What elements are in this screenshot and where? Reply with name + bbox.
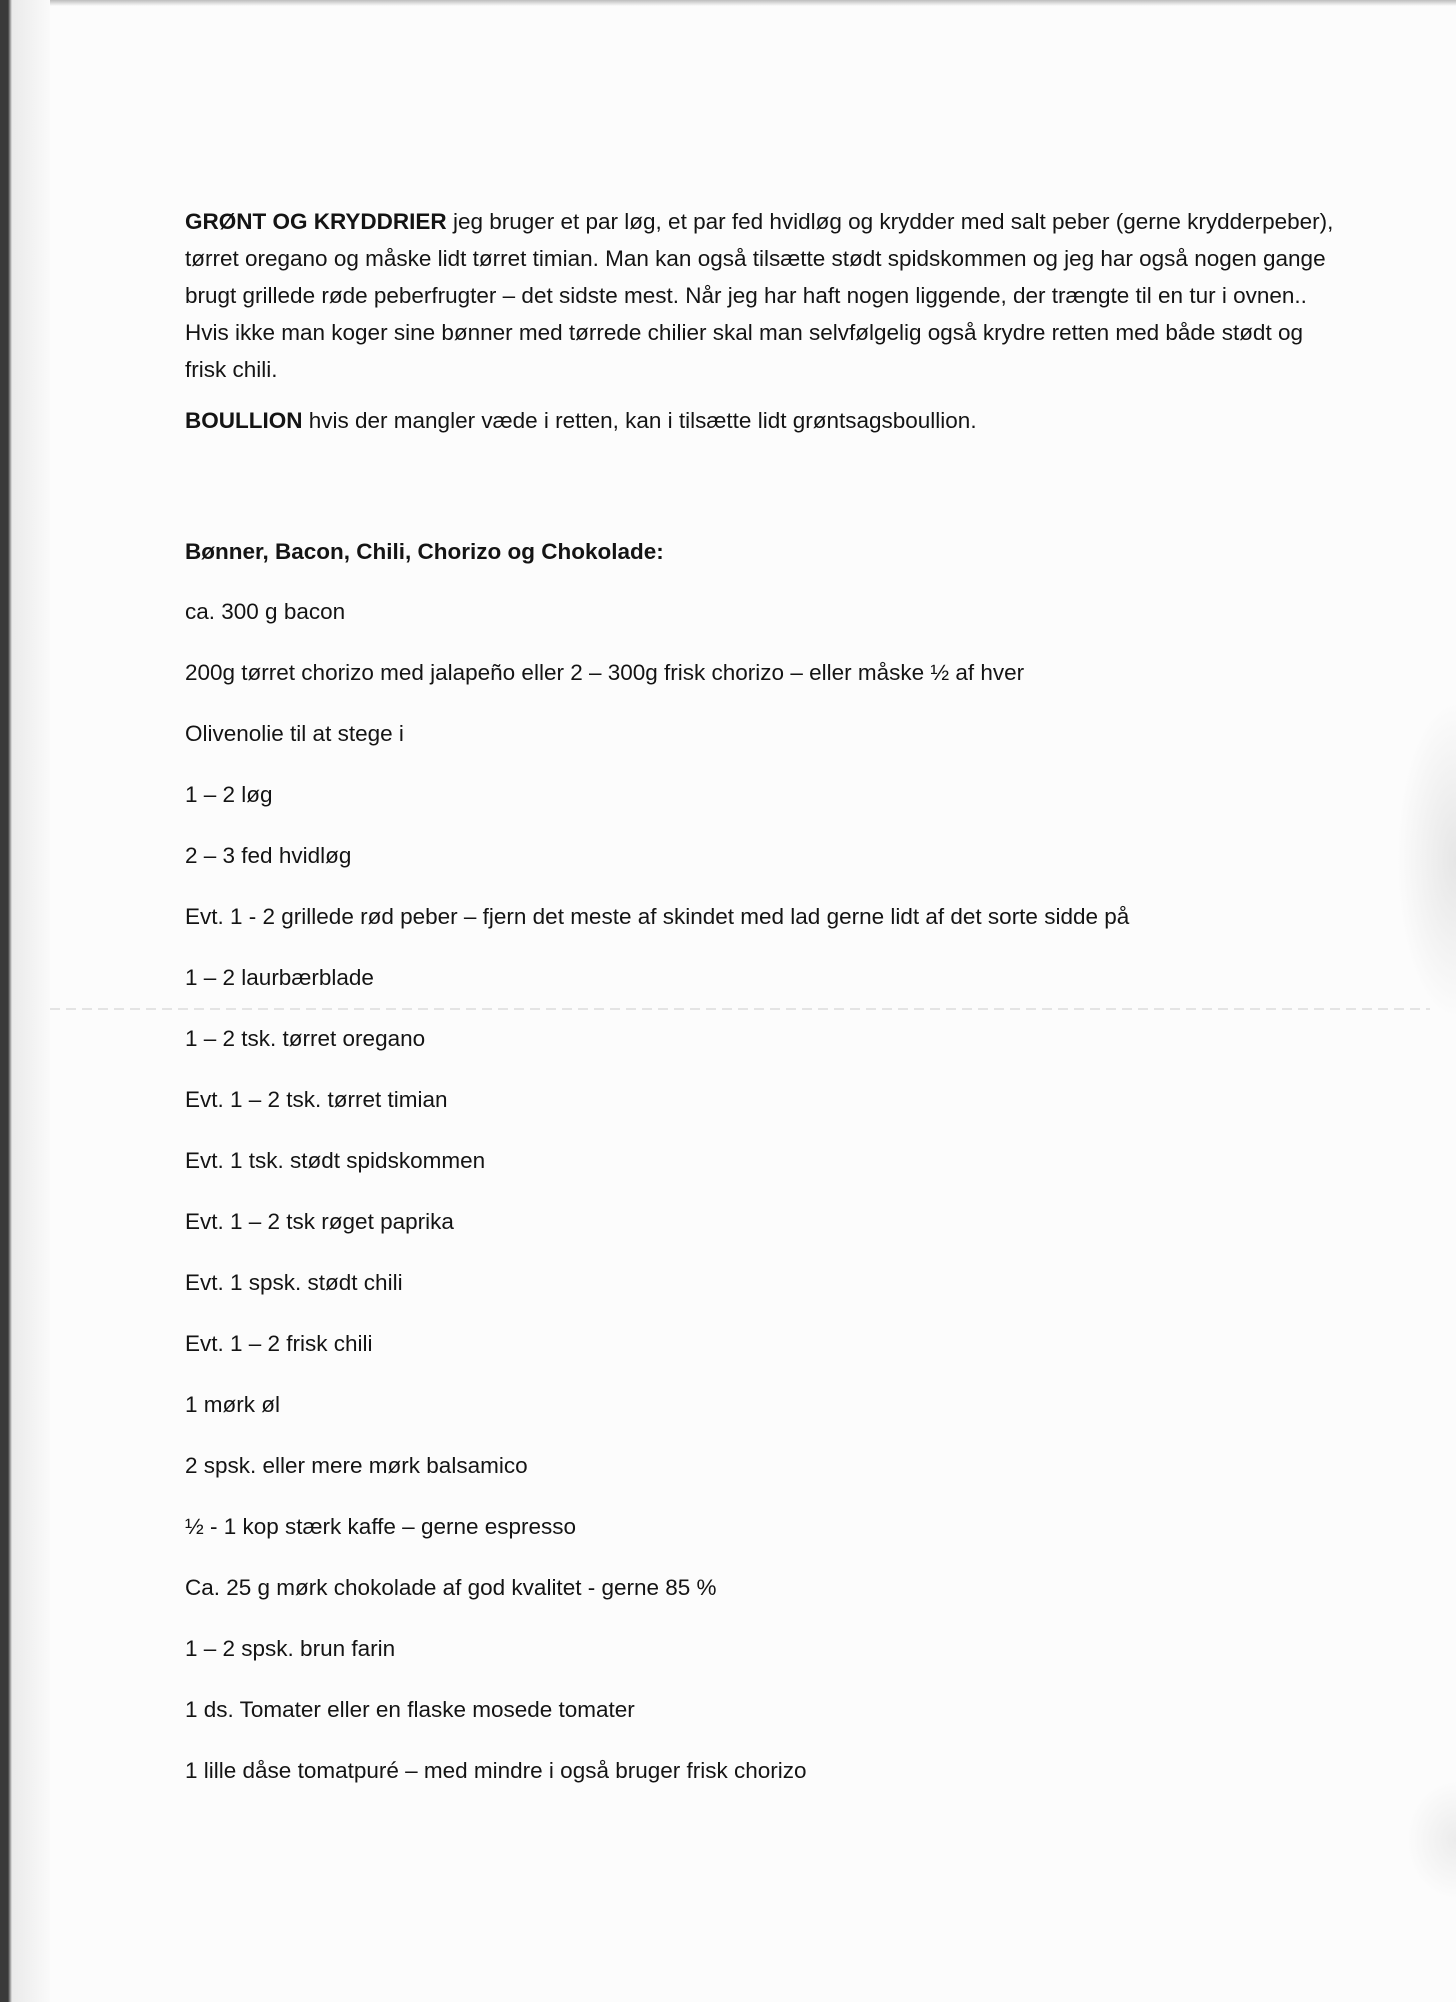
ingredient-item: 1 – 2 laurbærblade xyxy=(185,965,374,990)
ingredient-item: Evt. 1 tsk. stødt spidskommen xyxy=(185,1148,486,1173)
ingredient-item: 2 – 3 fed hvidløg xyxy=(185,843,352,868)
greens-text: jeg bruger et par løg, et par fed hvidløg og krydder med salt peber (gerne krydderpeber), tørret oregano og måske lidt tørret timian. Man kan også tilsætte stødt spidskommen og jeg har også nogen gange brugt grillede røde peberfrugter – det sidste mest. Når jeg har haft nogen liggende, der trængte til en tur i ovnen.. Hvis ikke man koger sine bønner med tørrede chilier skal man selvfølgelig også krydre retten med både stødt og frisk chili. xyxy=(185,209,1334,382)
ingredient-item: 1 lille dåse tomatpuré – med mindre i også bruger frisk chorizo xyxy=(185,1758,807,1783)
paper-stain xyxy=(1406,1780,1456,1900)
scan-top-edge xyxy=(0,0,1456,6)
recipe-section xyxy=(185,536,1345,1816)
ingredient-item: 1 ds. Tomater eller en flaske mosede tomater xyxy=(185,1697,635,1722)
recipe-title: Bønner, Bacon, Chili, Chorizo og Chokolade: xyxy=(185,539,664,564)
ingredient-item: 1 – 2 tsk. tørret oregano xyxy=(185,1026,426,1051)
scan-left-edge xyxy=(0,0,50,2002)
broth-paragraph xyxy=(185,402,1345,439)
broth-text: hvis der mangler væde i retten, kan i tilsætte lidt grøntsagsboullion. xyxy=(302,408,977,433)
ingredient-item: Evt. 1 - 2 grillede rød peber – fjern det meste af skindet med lad gerne lidt af det sorte sidde på xyxy=(185,904,1130,929)
ingredient-item: ca. 300 g bacon xyxy=(185,599,346,624)
ingredient-item: 1 – 2 spsk. brun farin xyxy=(185,1636,396,1661)
ingredient-item: Evt. 1 spsk. stødt chili xyxy=(185,1270,403,1295)
ingredient-item: 1 – 2 løg xyxy=(185,782,273,807)
ingredient-item: 2 spsk. eller mere mørk balsamico xyxy=(185,1453,528,1478)
ingredient-item: Evt. 1 – 2 tsk røget paprika xyxy=(185,1209,454,1234)
ingredient-list xyxy=(185,596,1345,1816)
ingredient-item: 1 mørk øl xyxy=(185,1392,280,1417)
ingredient-item: Evt. 1 – 2 tsk. tørret timian xyxy=(185,1087,448,1112)
ingredient-item: 200g tørret chorizo med jalapeño eller 2 – 300g frisk chorizo – eller måske ½ af hver xyxy=(185,660,1025,685)
ingredient-item: Olivenolie til at stege i xyxy=(185,721,404,746)
ingredient-item: ½ - 1 kop stærk kaffe – gerne espresso xyxy=(185,1514,577,1539)
paper-crease-shadow xyxy=(1396,700,1456,1020)
greens-paragraph xyxy=(185,203,1345,388)
greens-heading: GRØNT OG KRYDDRIER xyxy=(185,209,447,234)
intro-section xyxy=(185,203,1345,453)
ingredient-item: Evt. 1 – 2 frisk chili xyxy=(185,1331,373,1356)
ingredient-item: Ca. 25 g mørk chokolade af god kvalitet - gerne 85 % xyxy=(185,1575,717,1600)
broth-heading: BOULLION xyxy=(185,408,303,433)
